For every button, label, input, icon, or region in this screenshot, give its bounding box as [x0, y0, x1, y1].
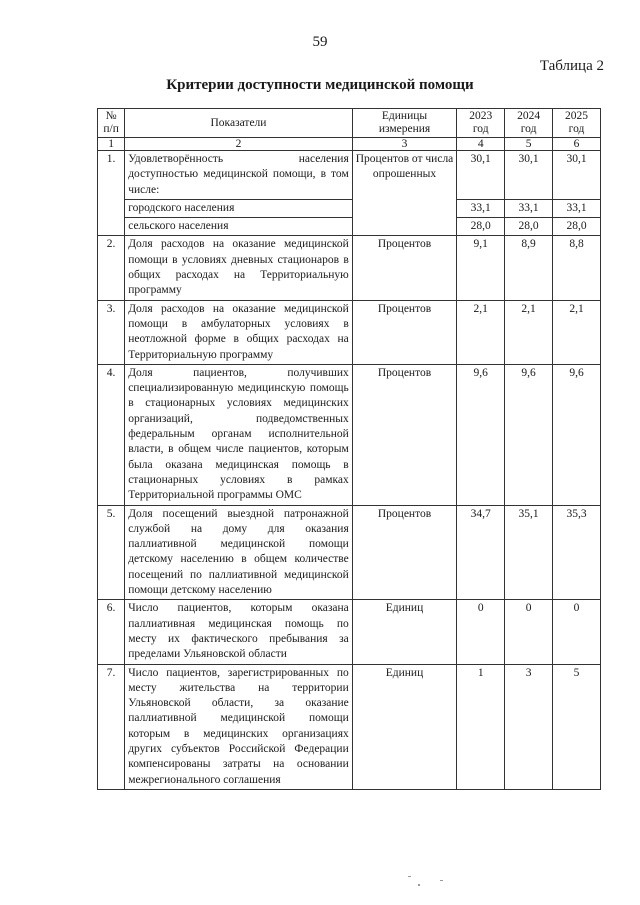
row-number: 2. [98, 236, 125, 300]
value-2024: 9,6 [505, 364, 553, 505]
row-unit: Процентов [352, 505, 457, 600]
criteria-table [97, 108, 601, 790]
row-indicator: Доля посещений выездной патронажной службой на дому для оказания паллиативной медицинской помощи детскому населению в общем количестве посещений по паллиативной медицинской помощи детскому населению [125, 505, 353, 600]
value-2025: 9,6 [553, 364, 601, 505]
value-2023: 9,6 [457, 364, 505, 505]
row-unit: Процентов [352, 236, 457, 300]
page-number: 59 [312, 34, 328, 50]
table-subrow [98, 218, 601, 236]
value-2025: 30,1 [553, 151, 601, 200]
value-2025: 28,0 [553, 218, 601, 236]
row-unit: Единиц [352, 600, 457, 664]
value-2025: 0 [553, 600, 601, 664]
row-indicator: Удовлетворённость населения доступностью медицинской помощи, в том числе: [125, 151, 353, 200]
table-row [98, 600, 601, 664]
value-2023: 0 [457, 600, 505, 664]
table-label: Таблица 2 [539, 58, 604, 74]
header-num: № п/п [98, 109, 125, 138]
row-indicator: Число пациентов, которым оказана паллиативная медицинская помощь по месту их фактического пребывания за пределами Ульяновской области [125, 600, 353, 664]
value-2025: 5 [553, 664, 601, 789]
row-number: 4. [98, 364, 125, 505]
table-row [98, 151, 601, 200]
table-row [98, 364, 601, 505]
scan-artifact [408, 876, 411, 877]
value-2023: 9,1 [457, 236, 505, 300]
subrow-indicator: городского населения [125, 199, 353, 217]
value-2025: 2,1 [553, 300, 601, 364]
document-title: Критерии доступности медицинской помощи [166, 77, 474, 93]
table-row [98, 664, 601, 789]
value-2023: 30,1 [457, 151, 505, 200]
value-2024: 2,1 [505, 300, 553, 364]
table-row [98, 300, 601, 364]
row-unit: Процентов [352, 364, 457, 505]
row-indicator: Доля пациентов, получивших специализированную медицинскую помощь в стационарных условиях медицинских организаций, подведомственных федеральным органам исполнительной власти, в общем числе пациентов, которым была оказана медицинская помощь в стационарных условиях в рамках Территориальной программы ОМС [125, 364, 353, 505]
header-2023: 2023 год [457, 109, 505, 138]
scan-artifact [440, 880, 443, 881]
row-unit: Единиц [352, 664, 457, 789]
column-number-row [98, 138, 601, 151]
row-indicator: Доля расходов на оказание медицинской помощи в амбулаторных условиях в неотложной форме в общих расходах на Территориальную программу [125, 300, 353, 364]
row-unit: Процентов [352, 300, 457, 364]
table-subrow [98, 199, 601, 217]
column-number: 5 [505, 138, 553, 151]
column-number: 4 [457, 138, 505, 151]
header-2025: 2025 год [553, 109, 601, 138]
value-2025: 8,8 [553, 236, 601, 300]
value-2023: 1 [457, 664, 505, 789]
value-2024: 8,9 [505, 236, 553, 300]
value-2023: 34,7 [457, 505, 505, 600]
value-2023: 33,1 [457, 199, 505, 217]
row-indicator: Доля расходов на оказание медицинской помощи в условиях дневных стационаров в общих расходах на Территориальную программу [125, 236, 353, 300]
row-number: 7. [98, 664, 125, 789]
header-2024: 2024 год [505, 109, 553, 138]
row-unit: Процентов от числа опрошенных [352, 151, 457, 236]
header-indicator: Показатели [125, 109, 353, 138]
value-2024: 28,0 [505, 218, 553, 236]
column-number: 1 [98, 138, 125, 151]
value-2025: 35,3 [553, 505, 601, 600]
header-row [98, 109, 601, 138]
column-number: 3 [352, 138, 457, 151]
value-2024: 0 [505, 600, 553, 664]
table-row [98, 505, 601, 600]
header-unit: Единицы измерения [352, 109, 457, 138]
row-indicator: Число пациентов, зарегистрированных по месту жительства на территории Ульяновской области, за оказание паллиативной медицинской помощи которым в медицинских организациях других субъектов Российской Федерации компенсированы затраты на основании межрегионального соглашения [125, 664, 353, 789]
table-row [98, 236, 601, 300]
column-number: 2 [125, 138, 353, 151]
value-2024: 30,1 [505, 151, 553, 200]
row-number: 1. [98, 151, 125, 236]
row-number: 6. [98, 600, 125, 664]
subrow-indicator: сельского населения [125, 218, 353, 236]
row-number: 3. [98, 300, 125, 364]
scan-artifact [418, 884, 420, 886]
value-2023: 2,1 [457, 300, 505, 364]
value-2024: 35,1 [505, 505, 553, 600]
column-number: 6 [553, 138, 601, 151]
value-2023: 28,0 [457, 218, 505, 236]
row-number: 5. [98, 505, 125, 600]
value-2025: 33,1 [553, 199, 601, 217]
value-2024: 3 [505, 664, 553, 789]
value-2024: 33,1 [505, 199, 553, 217]
